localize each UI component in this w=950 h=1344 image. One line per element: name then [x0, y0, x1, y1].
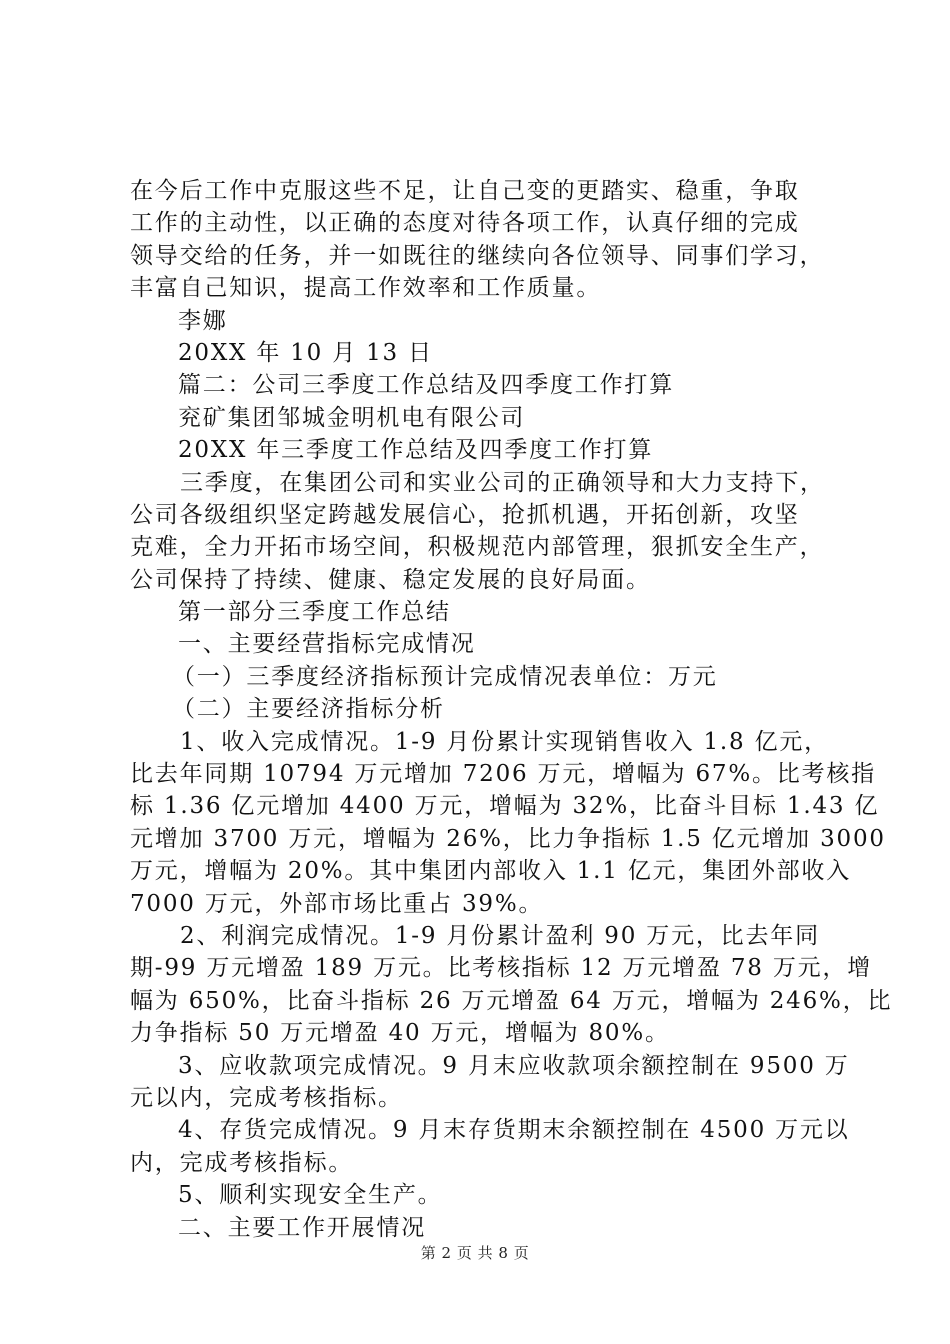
text-line: 工作的主动性，以正确的态度对待各项工作，认真仔细的完成: [130, 210, 800, 237]
text-line: 元增加 3700 万元，增幅为 26%，比力争指标 1.5 亿元增加 3000: [130, 825, 886, 852]
document-body: [130, 175, 893, 1244]
text-line: 兖矿集团邹城金明机电有限公司: [178, 404, 526, 431]
page-footer: 第 2 页 共 8 页: [420, 1244, 530, 1262]
text-line: （二）主要经济指标分析: [172, 696, 445, 723]
text-line: 公司各级组织坚定跨越发展信心，抢抓机遇，开拓创新，攻坚: [130, 501, 800, 528]
text-line: 公司保持了持续、健康、稳定发展的良好局面。: [130, 566, 651, 593]
text-line: 李娜: [178, 307, 228, 334]
text-line: 万元，增幅为 20%。其中集团内部收入 1.1 亿元，集团外部收入: [130, 858, 852, 885]
text-line: 5、顺利实现安全生产。: [178, 1182, 443, 1209]
text-line: 幅为 650%，比奋斗指标 26 万元增盈 64 万元，增幅为 246%，比: [130, 987, 893, 1014]
text-line: 力争指标 50 万元增盈 40 万元，增幅为 80%。: [130, 1020, 670, 1047]
text-line: （一）三季度经济指标预计完成情况表单位：万元: [172, 663, 718, 690]
text-line: 1、收入完成情况。1-9 月份累计实现销售收入 1.8 亿元，: [180, 728, 829, 755]
text-line: 期-99 万元增盈 189 万元。比考核指标 12 万元增盈 78 万元，增: [130, 955, 873, 982]
text-line: 三季度，在集团公司和实业公司的正确领导和大力支持下，: [180, 469, 825, 496]
text-line: 克难，全力开拓市场空间，积极规范内部管理，狠抓安全生产，: [130, 534, 825, 561]
text-line: 比去年同期 10794 万元增加 7206 万元，增幅为 67%。比考核指: [130, 761, 876, 788]
text-line: 在今后工作中克服这些不足，让自己变的更踏实、稳重，争取: [130, 178, 800, 204]
text-line: 4、存货完成情况。9 月末存货期末余额控制在 4500 万元以: [178, 1117, 850, 1144]
text-line: 20XX 年 10 月 13 日: [178, 339, 433, 366]
text-line: 第一部分三季度工作总结: [178, 599, 451, 626]
text-line: 20XX 年三季度工作总结及四季度工作打算: [178, 437, 654, 464]
text-line: 内，完成考核指标。: [130, 1149, 354, 1176]
text-line: 领导交给的任务，并一如既往的继续向各位领导、同事们学习，: [130, 242, 825, 269]
text-line: 元以内，完成考核指标。: [130, 1084, 403, 1111]
text-line: 2、利润完成情况。1-9 月份累计盈利 90 万元，比去年同: [180, 922, 820, 949]
text-line: 篇二：公司三季度工作总结及四季度工作打算: [178, 372, 674, 399]
text-line: 丰富自己知识，提高工作效率和工作质量。: [130, 275, 602, 302]
text-line: 7000 万元，外部市场比重占 39%。: [130, 890, 544, 917]
text-line: 标 1.36 亿元增加 4400 万元，增幅为 32%，比奋斗目标 1.43 亿: [130, 793, 880, 820]
text-line: 一、主要经营指标完成情况: [178, 631, 476, 658]
text-line: 3、应收款项完成情况。9 月末应收款项余额控制在 9500 万: [178, 1052, 850, 1079]
text-line: 二、主要工作开展情况: [178, 1214, 426, 1241]
